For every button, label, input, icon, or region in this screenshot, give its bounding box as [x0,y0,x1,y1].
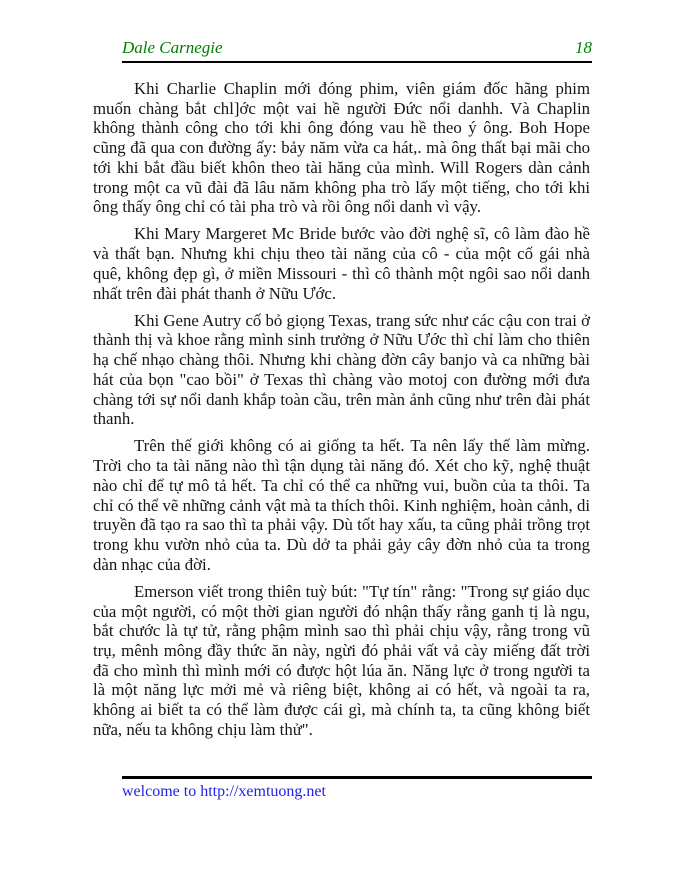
footer-divider [122,776,592,779]
paragraph: Emerson viết trong thiên tuỳ bút: "Tự tín" rằng: "Trong sự giáo dục của một người, có một thời gian người đó nhận thấy rằng ganh tị là ngu, bắt chước là tự tử, rằng phậm mình sao thì phải chịu vậy, rằng trong vũ trụ, mênh mông đầy thức ăn này, ngừi đó phải vất vả cày miếng đất trời đã cho mình thì mình mới có được hột lúa ăn. Năng lực ở trong người ta là một năng lực mởi mẻ và riêng biệt, không ai có hết, và ngoài ta ra, không ai biết ta có thể làm được cái gì, mà chính ta, ta cũng không biết nữa, nếu ta không chịu làm thử". [93,581,590,739]
page-footer [122,783,592,801]
header-author: Dale Carnegie [122,38,223,57]
page-body [93,79,590,747]
paragraph: Khi Gene Autry cố bỏ giọng Texas, trang sức như các cậu con trai ở thành thị và khoe rằng mình sinh trưởng ở Nữu Ước thì chỉ làm cho thiên hạ chế nhạo chàng thôi. Nhưng khi chàng đờn cây banjo và ca những bài hát của bọn "cao bồi" ở Texas thì chàng vào motoj con đường mới đưa chàng tới sự nổi danh khắp toàn cầu, trên màn ảnh cũng như trên đài phát thanh. [93,310,590,429]
header-page-number: 18 [575,38,592,57]
header-divider [122,61,592,63]
page-header [122,38,592,58]
footer-link[interactable]: welcome to http://xemtuong.net [122,783,326,800]
paragraph: Trên thế giới không có ai giống ta hết. Ta nên lấy thế làm mừng. Trời cho ta tài năng nào thì tận dụng tài năng đó. Xét cho kỹ, nghệ thuật nào chỉ để tự mô tả hết. Ta chỉ có thể ca những vui, buồn của ta thôi. Ta chỉ có thể vẽ những cảnh vật mà ta thích thôi. Kinh nghiệm, hoàn cảnh, di truyền đã tạo ra sao thì ta phải vậy. Dù tốt hay xấu, ta cũng phải trồng trọt trong khu vườn nhỏ của ta. Dù dở ta phải gảy cây đờn nhỏ của ta trong dàn nhạc của đời. [93,436,590,574]
paragraph: Khi Mary Margeret Mc Bride bước vào đời nghệ sĩ, cô làm đào hề và thất bạn. Nhưng khi chịu theo tài năng của cô - của một cố gái nhà quê, không đẹp gì, ở miền Missouri - thì cô thành một ngôi sao nổi danh nhất trên đài phát thanh ở Nữu Ước. [93,224,590,303]
paragraph: Khi Charlie Chaplin mới đóng phim, viên giám đốc hãng phim muốn chàng bắt chl]ớc một vai hề người Đức nổi danhh. Và Chaplin không thành công cho tới khi ông đóng vau hề theo ý ông. Boh Hope cũng đã qua con đường ấy: bảy năm vừa ca hát,. mà ông thất bại mãi cho tới khi bắt đầu biết khôn theo tài hăng của mình. Will Rogers dàn cảnh trong một ca vũ đài đã lâu năm không pha trò lấy một tiếng, cho tới khi ông thấy ông chỉ có tài pha trò và rồi ông nổi danh vì vậy. [93,79,590,217]
